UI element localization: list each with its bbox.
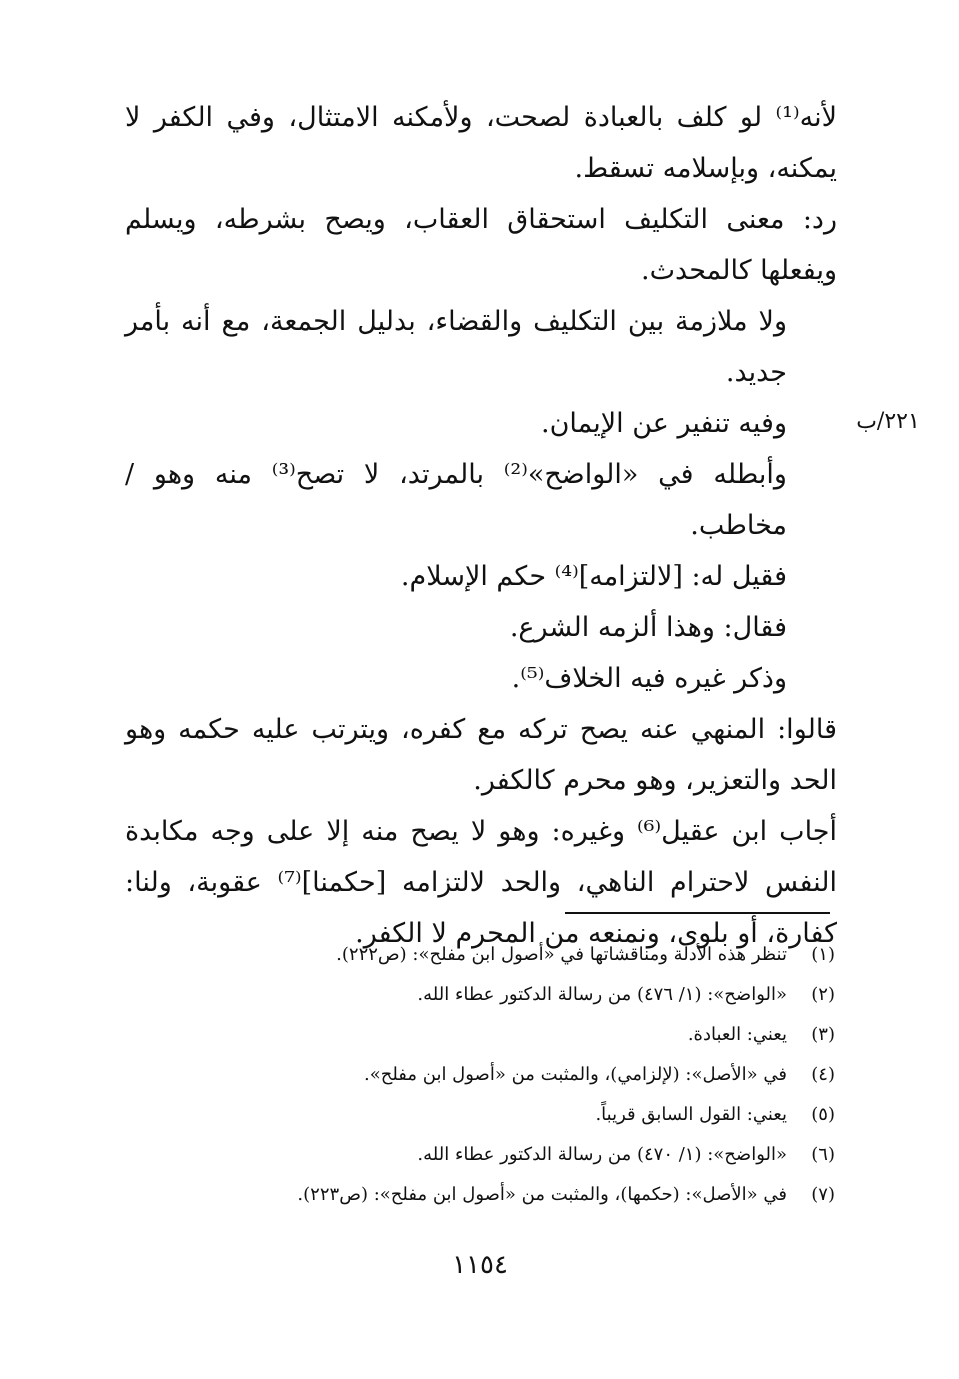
footnote-number: (٣) bbox=[811, 1024, 835, 1045]
footnote-text: «الواضح»: (١/ ٤٧٦) من رسالة الدكتور عطاء الله. bbox=[417, 984, 787, 1005]
manuscript-folio-note: ٢٢١/ب bbox=[856, 409, 920, 434]
footnote-number: (١) bbox=[811, 944, 835, 965]
paragraph: ولا ملازمة بين التكليف والقضاء، بدليل الجمعة، مع أنه بأمر جديد. bbox=[125, 306, 787, 388]
footnote bbox=[275, 1095, 835, 1135]
footnote-number: (٤) bbox=[811, 1064, 835, 1085]
paragraph: فقيل له: [لالتزامه]⁽⁴⁾ حكم الإسلام. bbox=[400, 561, 787, 592]
footnote bbox=[275, 1015, 835, 1055]
footnote-text: في «الأصل»: (حكمها)، والمثبت من «أصول ابن مفلح»: (ص٢٢٣). bbox=[297, 1184, 787, 1205]
footnote bbox=[275, 1175, 835, 1215]
paragraph: قالوا: المنهي عنه يصح تركه مع كفره، ويترتب عليه حكمه وهو الحد والتعزير، وهو محرم كالكفر. bbox=[125, 714, 837, 796]
footnote bbox=[275, 975, 835, 1015]
footnote-text: «الواضح»: (١/ ٤٧٠) من رسالة الدكتور عطاء الله. bbox=[417, 1144, 787, 1165]
footnote bbox=[275, 1135, 835, 1175]
footnote-number: (٢) bbox=[811, 984, 835, 1005]
footnote-text: تنظر هذه الأدلة ومناقشاتها في «أصول ابن مفلح»: (ص٢٢٢). bbox=[336, 944, 787, 965]
footnote-separator bbox=[565, 912, 830, 914]
footnote-text: في «الأصل»: (لإلزامي)، والمثبت من «أصول ابن مفلح». bbox=[363, 1064, 787, 1085]
footnote-number: (٥) bbox=[811, 1104, 835, 1125]
paragraph: وأبطله في «الواضح»⁽²⁾ بالمرتد، لا تصح⁽³⁾ منه وهو / مخاطب. bbox=[125, 459, 787, 541]
footnote-number: (٧) bbox=[811, 1184, 835, 1205]
paragraph: وذكر غيره فيه الخلاف⁽⁵⁾. bbox=[511, 663, 787, 694]
paragraph: لأنه⁽¹⁾ لو كلف بالعبادة لصحت، ولأمكنه الامتثال، وفي الكفر لا يمكنه، وبإسلامه تسقط. bbox=[125, 102, 837, 184]
footnote bbox=[275, 1055, 835, 1095]
footnote-number: (٦) bbox=[811, 1144, 835, 1165]
main-body-text bbox=[125, 92, 837, 959]
paragraph: أجاب ابن عقيل⁽⁶⁾ وغيره: وهو لا يصح منه إلا على وجه مكابدة النفس لاحترام الناهي، والحد لالتزامه [حكمنا]⁽⁷⁾ عقوبة، ولنا: كفارة، أو بلوى، ونمنعه من المحرم لا الكفر. bbox=[125, 816, 837, 949]
paragraph: رد: معنى التكليف استحقاق العقاب، ويصح بشرطه، ويسلم ويفعلها كالمحدث. bbox=[125, 204, 837, 286]
paragraph: فقال: وهذا ألزمه الشرع. bbox=[509, 612, 787, 643]
footnote-text: يعني: القول السابق قريباً. bbox=[595, 1104, 787, 1125]
footnote bbox=[275, 935, 835, 975]
page-number: ١١٥٤ bbox=[452, 1250, 508, 1280]
footnote-text: يعني: العبادة. bbox=[687, 1024, 787, 1045]
footnotes bbox=[275, 935, 835, 1215]
paragraph: وفيه تنفير عن الإيمان. bbox=[540, 408, 787, 439]
